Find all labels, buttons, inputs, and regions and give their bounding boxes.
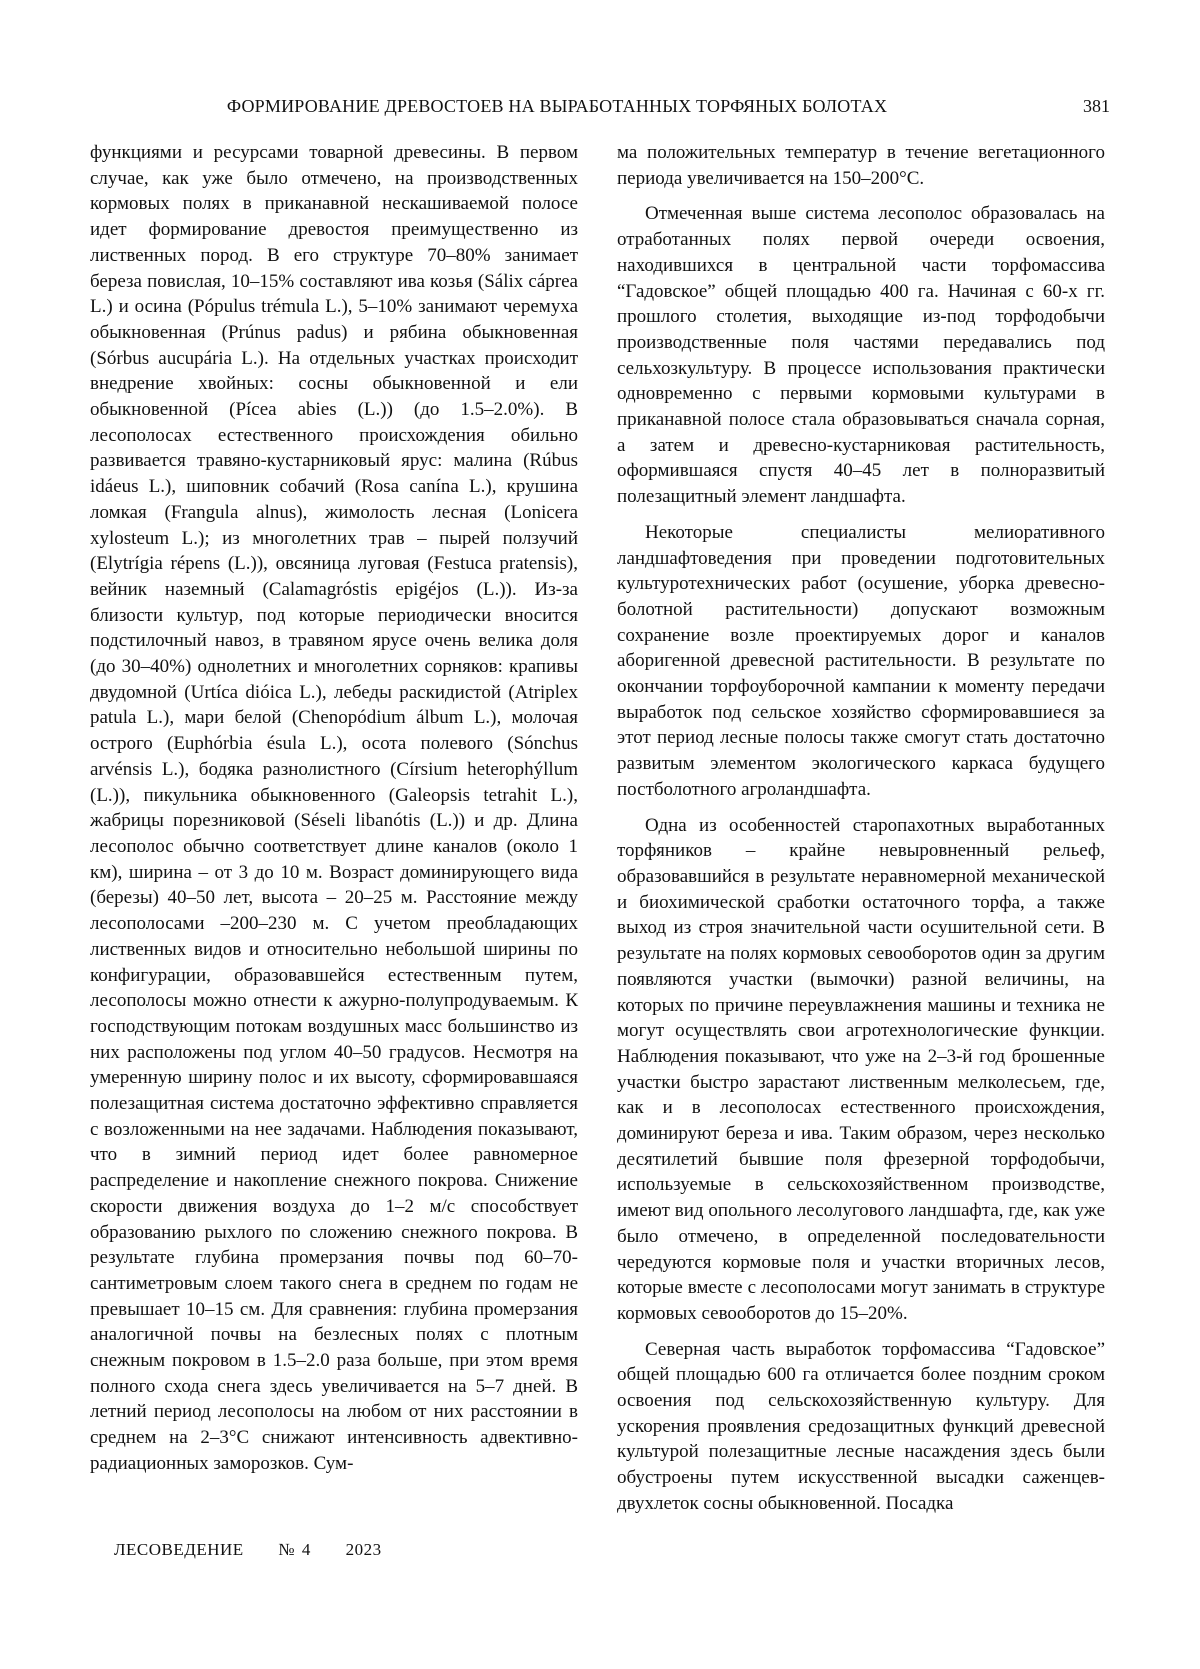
- paragraph: ма положительных температур в течение вегетационного периода увеличивается на 150–200°С.: [617, 140, 1105, 191]
- issue-number: № 4: [278, 1540, 310, 1559]
- page-footer: [114, 1540, 410, 1560]
- year: 2023: [346, 1540, 382, 1559]
- paragraph: Некоторые специалисты мелиоративного ландшафтоведения при проведении подготовительных культуротехнических работ (осушение, уборка древесно-болотной растительности) допускают возможным сохранение возле проектируемых дорог и каналов аборигенной древесной растительности. В результате по окончании торфоуборочной кампании к моменту передачи выработок под сельское хозяйство сформировавшиеся за этот период лесные полосы также смогут стать достаточно развитым элементом экологического каркаса будущего постболотного агроландшафта.: [617, 520, 1105, 803]
- paragraph: Северная часть выработок торфомассива “Гадовское” общей площадью 600 га отличается более поздним сроком освоения под сельскохозяйственную культуру. Для ускорения проявления средозащитных функций древесной культурой полезащитные лесные насаждения здесь были обустроены путем искусственной высадки саженцев-двухлеток сосны обыкновенной. Посадка: [617, 1337, 1105, 1517]
- page-number: 381: [1083, 96, 1110, 117]
- paragraph: функциями и ресурсами товарной древесины. В первом случае, как уже было отмечено, на производственных кормовых полях в приканавной нескашиваемой полосе идет формирование древостоя преимущественно из лиственных пород. В его структуре 70–80% занимает береза повислая, 10–15% составляют ива козья (Sálix cáprea L.) и осина (Pópulus trémula L.), 5–10% занимают черемуха обыкновенная (Prúnus padus) и рябина обыкновенная (Sórbus aucupária L.). На отдельных участках происходит внедрение хвойных: сосны обыкновенной и ели обыкновенной (Pícea abies (L.)) (до 1.5–2.0%). В лесополосах естественного происхождения обильно развивается травяно-кустарниковый ярус: малина (Rúbus idáeus L.), шиповник собачий (Rosa canína L.), крушина ломкая (Frangula alnus), жимолость лесная (Lonicera xylosteum L.); из многолетних трав – пырей ползучий (Elytrígia répens (L.)), овсяница луговая (Festuca pratensis), вейник наземный (Calamagróstis epigéjos (L.)). Из-за близости культур, под которые периодически вносится подстилочный навоз, в травяном ярусе очень велика доля (до 30–40%) однолетних и многолетних сорняков: крапивы двудомной (Urtíca dióica L.), лебеды раскидистой (Atriplex patula L.), мари белой (Chenopódium álbum L.), молочая острого (Euphórbia ésula L.), осота полевого (Sónchus arvénsis L.), бодяка разнолистного (Círsium heterophýllum (L.)), пикульника обыкновенного (Galeopsis tetrahit L.), жабрицы порезниковой (Séseli libanótis (L.)) и др. Длина лесополос обычно соответствует длине каналов (около 1 км), ширина – от 3 до 10 м. Возраст доминирующего вида (березы) 40–50 лет, высота – 20–25 м. Расстояние между лесополосами –200–230 м. С учетом преобладающих лиственных видов и относительно небольшой ширины по конфигурации, образовавшейся естественным путем, лесополосы можно отнести к ажурно-полупродуваемым. К господствующим потокам воздушных масс большинство из них расположены под углом 40–50 градусов. Несмотря на умеренную ширину полос и их высоту, сформировавшаяся полезащитная система достаточно эффективно справляется с возложенными на нее задачами. Наблюдения показывают, что в зимний период идет более равномерное распределение и накопление снежного покрова. Снижение скорости движения воздуха до 1–2 м/с способствует образованию рыхлого по сложению снежного покрова. В результате глубина промерзания почвы под 60–70-сантиметровым слоем такого снега в среднем по годам не превышает 10–15 см. Для сравнения: глубина промерзания аналогичной почвы на безлесных полях с плотным снежным покровом в 1.5–2.0 раза больше, при этом время полного схода снега здесь увеличивается на 5–7 дней. В летний период лесополосы на любом от них расстоянии в среднем на 2–3°С снижают интенсивность адвективно-радиационных заморозков. Сум-: [90, 140, 578, 1477]
- paragraph: Отмеченная выше система лесополос образовалась на отработанных полях первой очереди освоения, находившихся в центральной части торфомассива “Гадовское” общей площадью 400 га. Начиная с 60-х гг. прошлого столетия, выходящие из-под торфодобычи производственные поля частями передавались под сельхозкультуру. В процессе использования практически одновременно с первыми кормовыми культурами в приканавной полосе стала образовываться сначала сорная, а затем и древесно-кустарниковая растительность, оформившаяся спустя 40–45 лет в полноразвитый полезащитный элемент ландшафта.: [617, 201, 1105, 509]
- journal-name: ЛЕСОВЕДЕНИЕ: [114, 1540, 244, 1559]
- right-column: [617, 140, 1105, 1527]
- page-header: [90, 96, 1110, 126]
- left-column: [90, 140, 578, 1487]
- paragraph: Одна из особенностей старопахотных выработанных торфяников – крайне невыровненный рельеф, образовавшийся в результате неравномерной механической и биохимической сработки остаточного торфа, а также выход из строя значительной части осушительной сети. В результате на полях кормовых севооборотов один за другим появляются участки (вымочки) разной величины, на которых по причине переувлажнения машины и техника не могут осуществлять свои агротехнологические функции. Наблюдения показывают, что уже на 2–3-й год брошенные участки быстро зарастают лиственным мелколесьем, где, как и в лесополосах естественного происхождения, доминируют береза и ива. Таким образом, через несколько десятилетий бывшие поля фрезерной торфодобычи, используемые в сельскохозяйственном производстве, имеют вид опольного лесолугового ландшафта, где, как уже было отмечено, в определенной последовательности чередуются кормовые поля и участки вторичных лесов, которые вместе с лесополосами могут занимать в структуре кормовых севооборотов до 15–20%.: [617, 813, 1105, 1327]
- running-title: ФОРМИРОВАНИЕ ДРЕВОСТОЕВ НА ВЫРАБОТАННЫХ ТОРФЯНЫХ БОЛОТАХ: [90, 96, 1024, 117]
